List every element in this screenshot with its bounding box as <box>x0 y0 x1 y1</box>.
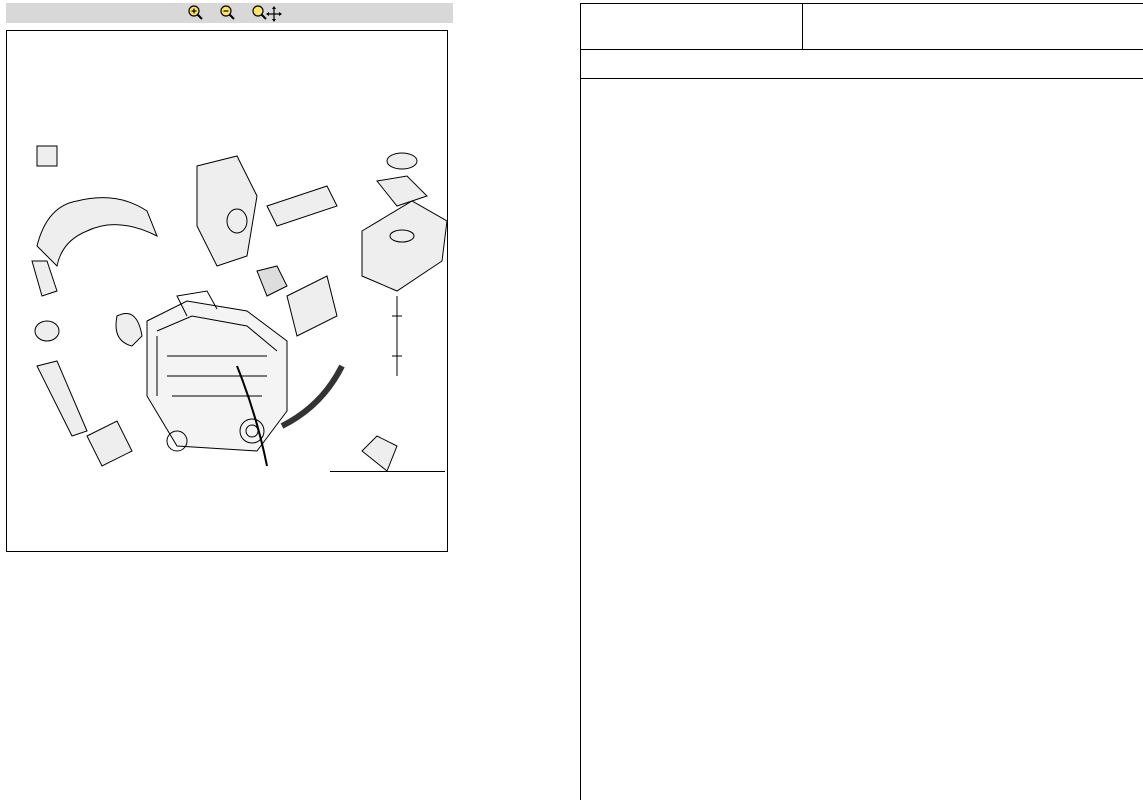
zoom-in-button[interactable] <box>186 4 206 22</box>
engine-drawing <box>7 96 447 486</box>
diagram-reference <box>330 471 445 486</box>
parts-list-pane <box>580 3 1143 800</box>
zoom-pan-icon <box>250 4 282 22</box>
zoom-pan-button[interactable] <box>250 4 282 22</box>
zoom-in-icon <box>186 4 206 22</box>
diagram-toolbar <box>6 3 453 23</box>
parts-list-header <box>581 3 1143 50</box>
zoom-out-icon <box>218 4 238 22</box>
exploded-parts-diagram <box>6 30 448 552</box>
validity-subtitle <box>581 49 1143 79</box>
zoom-out-button[interactable] <box>218 4 238 22</box>
